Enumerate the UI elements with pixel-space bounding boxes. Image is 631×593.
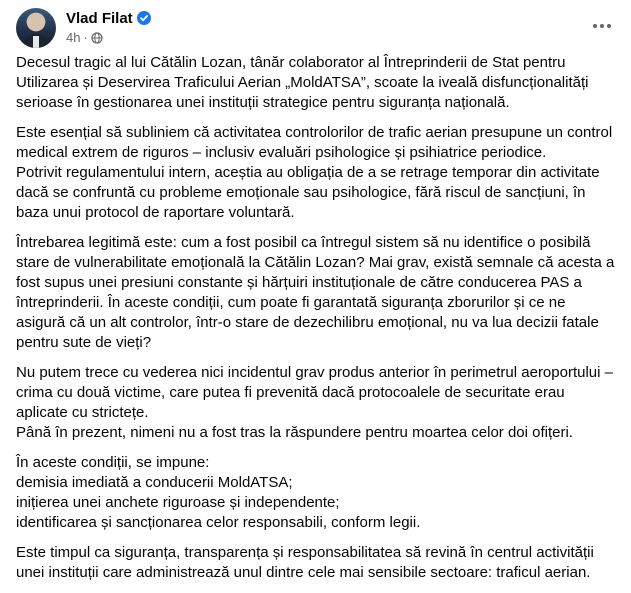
verified-badge-icon <box>137 11 151 30</box>
post-paragraph-1: Decesul tragic al lui Cătălin Lozan, tânăr colaborator al Întreprinderii de Stat pentru Utilizarea și Deservirea Traficului Aerian „MoldATSA”, scoate la iveală disfuncționalități serioase în gestionarea unei instituții strategice pentru siguranța națională. <box>16 54 589 111</box>
post-paragraph-3: Întrebarea legitimă este: cum a fost posibil ca întregul sistem să nu identifice o posibilă stare de vulnerabilitate emoțională la Cătălin Lozan? Mai grav, există semnale că acesta a fost supus unei presiuni constante și hărțuiri instituționale de către conducerea PAS a întreprinderii. În aceste condiții, cum poate fi garantată siguranța zborurilor și ce ne asigură că un alt controlor, într-o stare de dezechilibru emoțional, nu va lua decizii fatale pentru sute de vieți? <box>16 234 615 351</box>
post-list-item-3: identificarea și sancționarea celor responsabili, conform legii. <box>16 514 421 531</box>
post-paragraph-2b: Potrivit regulamentului intern, aceștia au obligația de a se retrage temporar din activitate dacă se confruntă cu probleme emoționale sau psihologice, fără riscul de sancțiuni, în baza unui protocol de raportare voluntară. <box>16 164 600 221</box>
post-paragraph-4b: Până în prezent, nimeni nu a fost tras la răspundere pentru moartea celor doi ofițeri. <box>16 424 573 441</box>
avatar[interactable] <box>16 8 56 48</box>
more-options-button[interactable] <box>588 12 616 40</box>
post-header <box>16 8 616 48</box>
more-dot-icon <box>600 24 604 28</box>
post-paragraph-6: Este timpul ca siguranța, transparența și responsabilitatea să revină în centrul activității unei instituții care administrează unul dintre cele mai sensibile sectoare: traficul aerian. <box>16 544 594 581</box>
more-dot-icon <box>607 24 611 28</box>
meta-separator: · <box>83 30 88 45</box>
post-body <box>16 53 616 593</box>
post-meta <box>66 30 103 48</box>
more-dot-icon <box>593 24 597 28</box>
post-list-item-1: demisia imediată a conducerii MoldATSA; <box>16 474 293 491</box>
avatar-shirt <box>33 36 39 48</box>
post-list-item-2: inițierea unei anchete riguroase și independente; <box>16 494 340 511</box>
author-line <box>66 10 151 30</box>
globe-icon <box>91 32 103 48</box>
post-paragraph-4a: Nu putem trece cu vederea nici incidentul grav produs anterior în perimetrul aeroportului – crima cu două victime, care putea fi prevenită dacă protocoalele de securitate erau aplicate cu strictețe. <box>16 364 613 421</box>
post-timestamp[interactable]: 4h <box>66 30 81 45</box>
post-paragraph-2a: Este esențial să subliniem că activitatea controlorilor de trafic aerian presupune un control medical extrem de riguros – inclusiv evaluări psihologice și psihiatrice periodice. <box>16 124 613 161</box>
post-paragraph-5-intro: În aceste condiții, se impune: <box>16 454 210 471</box>
author-name[interactable]: Vlad Filat <box>66 10 133 27</box>
